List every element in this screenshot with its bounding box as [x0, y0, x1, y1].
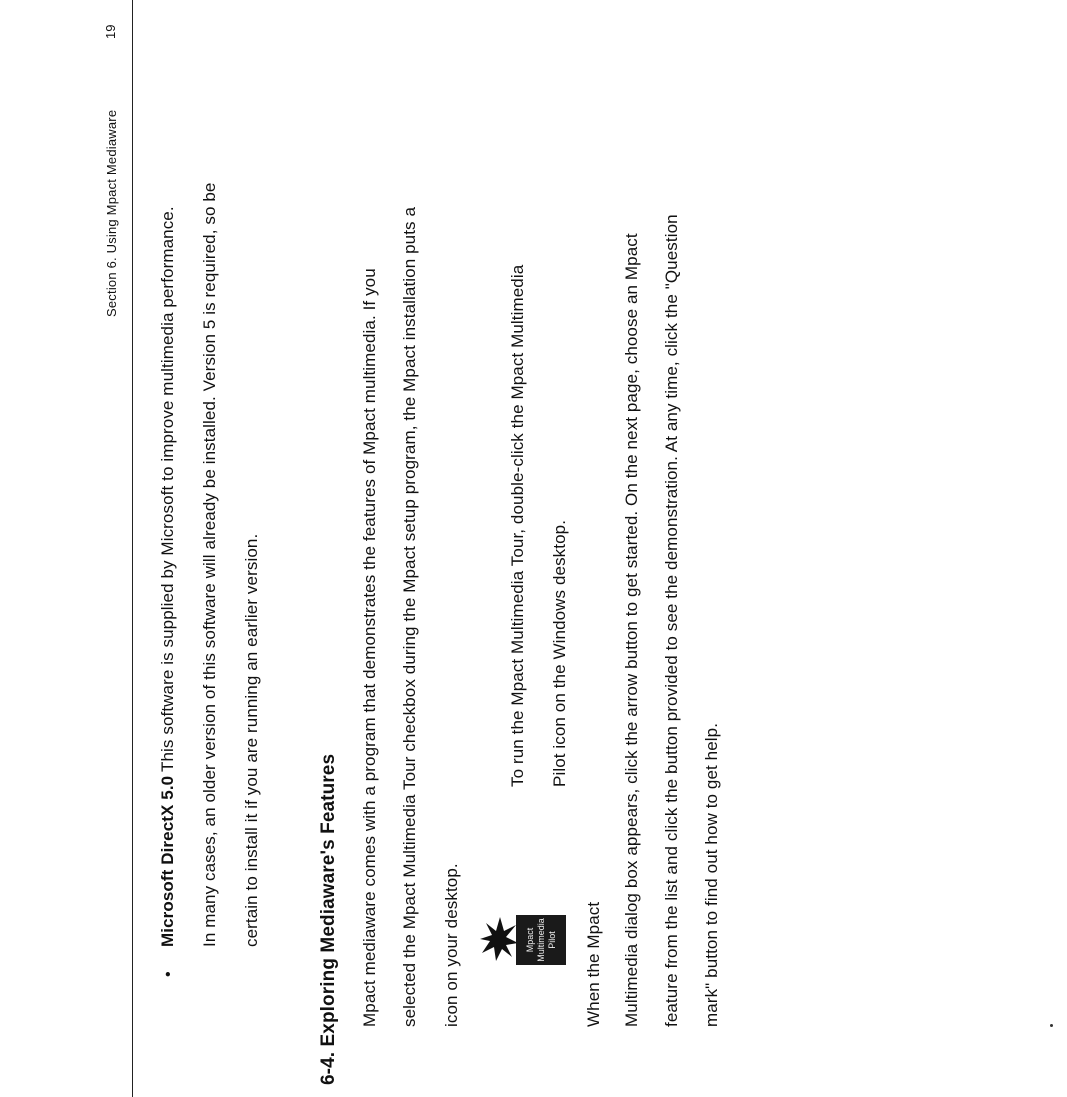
header-rule: [132, 0, 133, 1097]
running-header: Section 6. Using Mpact Mediaware: [104, 109, 119, 317]
para3-line-3: feature from the list and click the button provided to see the demonstration. At any time, click the "Question: [662, 214, 681, 1027]
bullet-mark: •: [160, 971, 177, 977]
scan-speck: [1050, 1024, 1053, 1027]
para1-line-3: icon on your desktop.: [442, 863, 461, 1027]
para1-line-1: Mpact mediaware comes with a program that demonstrates the features of Mpact multimedia. If you: [360, 268, 379, 1027]
star-burst-icon: [478, 913, 518, 965]
page-number: 19: [103, 24, 118, 39]
section-heading: 6-4. Exploring Mediaware's Features: [318, 753, 339, 1085]
mpact-pilot-icon[interactable]: [478, 913, 573, 965]
para3-line-2: Multimedia dialog box appears, click the arrow button to get started. On the next page, choose an Mpact: [622, 233, 641, 1027]
bullet-line-3: certain to install it if you are running an earlier version.: [242, 533, 261, 947]
bullet-term: Microsoft DirectX 5.0: [158, 775, 177, 947]
bullet-line-2: In many cases, an older version of this software will already be installed. Version 5 is required, so be: [200, 182, 219, 947]
para2-line-1: To run the Mpact Multimedia Tour, double-click the Mpact Multimedia: [508, 264, 527, 787]
para3-line-1: When the Mpact: [584, 901, 603, 1027]
bullet-line-1: This software is supplied by Microsoft to improve multimedia performance.: [158, 206, 177, 772]
icon-caption: Mpact Multimedia Pilot: [516, 915, 566, 965]
para2-line-2: Pilot icon on the Windows desktop.: [550, 519, 569, 787]
para3-line-4: mark" button to find out how to get help.: [702, 722, 721, 1027]
para1-line-2: selected the Mpact Multimedia Tour checkbox during the Mpact setup program, the Mpact installation puts a: [400, 207, 419, 1027]
